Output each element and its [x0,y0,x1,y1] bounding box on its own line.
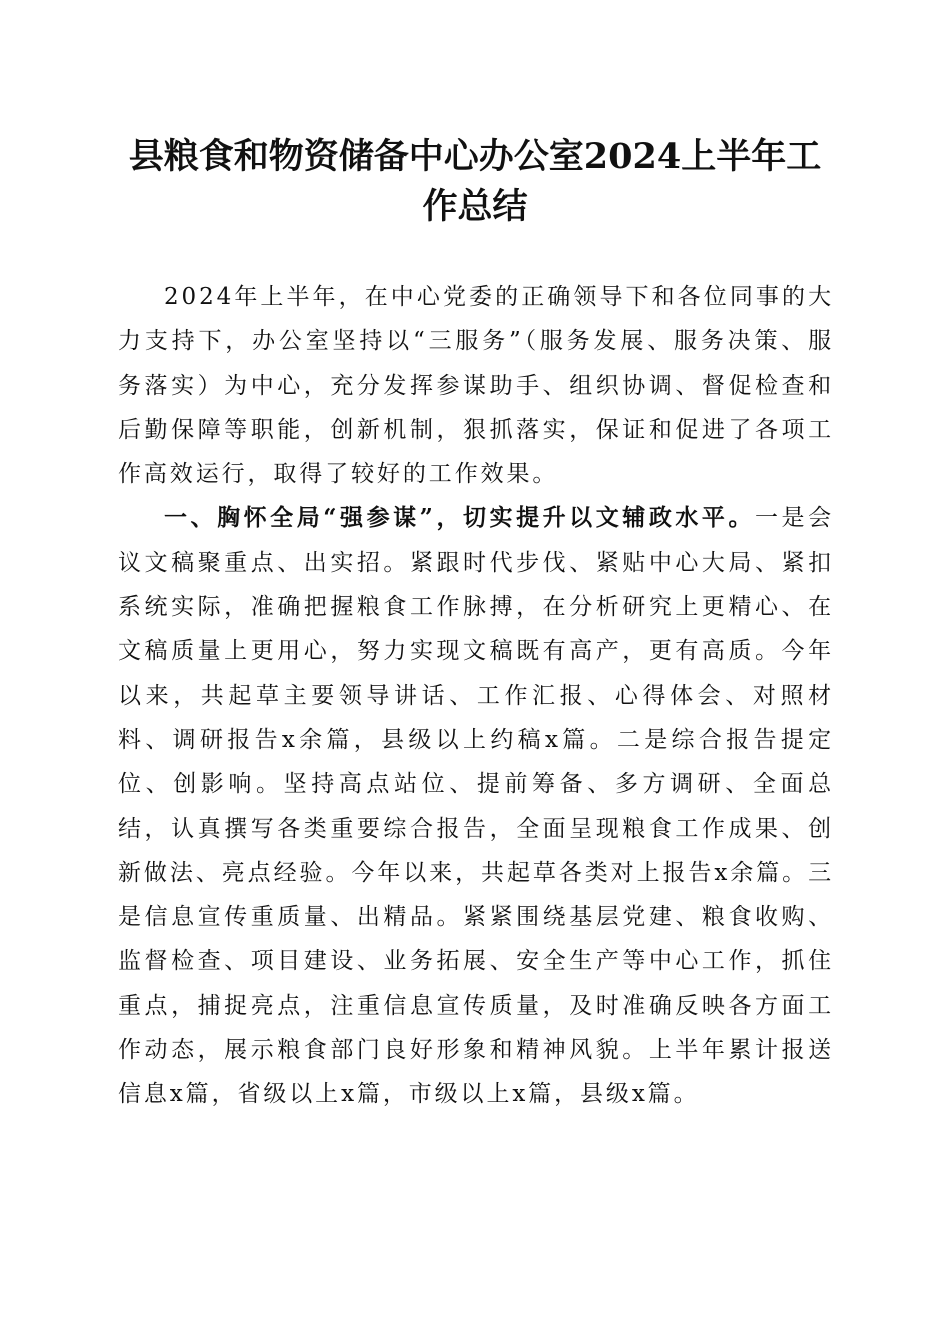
document-body [118,275,834,1117]
section-one-heading: 一、胸怀全局“强参谋”，切实提升以文辅政水平。 [164,504,755,532]
section-one-text: 一是会议文稿聚重点、出实招。紧跟时代步伐、紧贴中心大局、紧扣系统实际，准确把握粮食工作脉搏，在分析研究上更精心、在文稿质量上更用心，努力实现文稿既有高产，更有高质。今年以来，共起草主要领导讲话、工作汇报、心得体会、对照材料、调研报告x余篇，县级以上约稿x篇。二是综合报告提定位、创影响。坚持高点站位、提前筹备、多方调研、全面总结，认真撰写各类重要综合报告，全面呈现粮食工作成果、创新做法、亮点经验。今年以来，共起草各类对上报告x余篇。三是信息宣传重质量、出精品。紧紧围绕基层党建、粮食收购、监督检查、项目建设、业务拓展、安全生产等中心工作，抓住重点，捕捉亮点，注重信息宣传质量，及时准确反映各方面工作动态，展示粮食部门良好形象和精神风貌。上半年累计报送信息x篇，省级以上x篇，市级以上x篇，县级x篇。 [118,505,834,1108]
section-one-paragraph [118,496,834,1116]
document-title: 县粮食和物资储备中心办公室2024上半年工作总结 [128,136,822,227]
intro-paragraph [118,275,834,496]
intro-paragraph-text: 2024年上半年，在中心党委的正确领导下和各位同事的大力支持下，办公室坚持以“三服务”（服务发展、服务决策、服务落实）为中心，充分发挥参谋助手、组织协调、督促检查和后勤保障等职能，创新机制，狠抓落实，保证和促进了各项工作高效运行，取得了较好的工作效果。 [118,284,834,488]
